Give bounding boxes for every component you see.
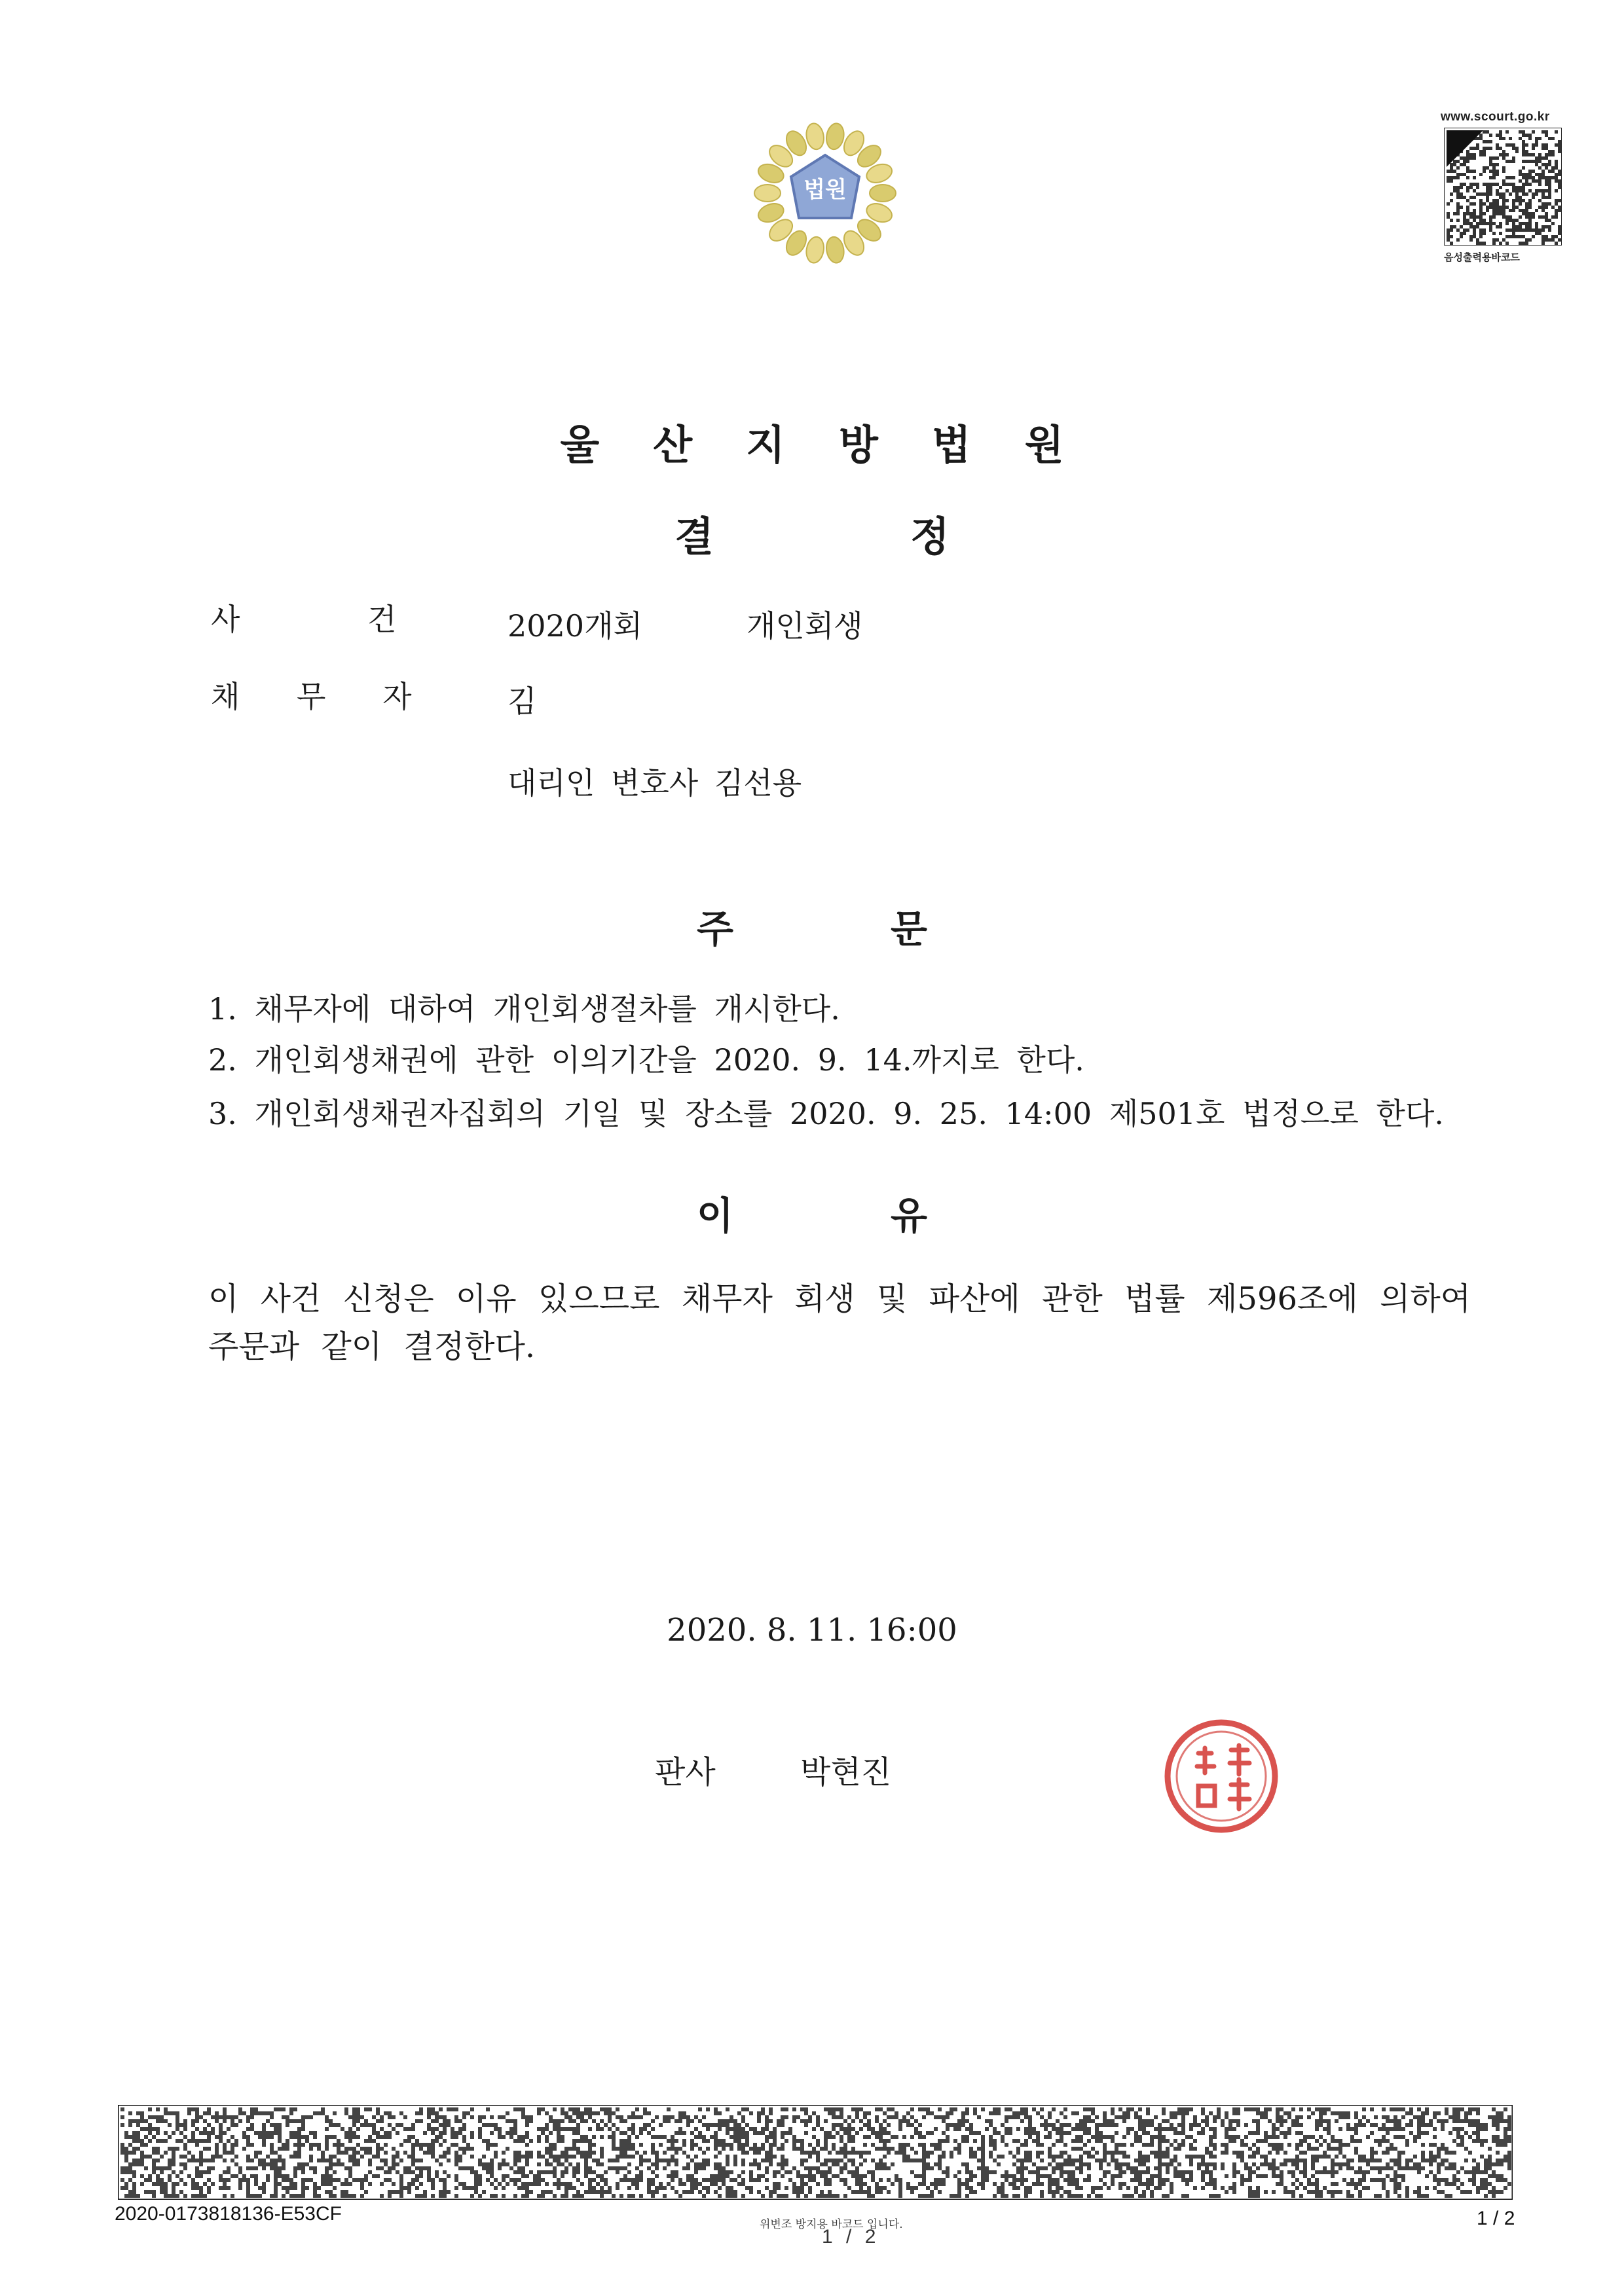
debtor-label: 채 무 자	[211, 679, 412, 714]
order-heading: 주문	[696, 907, 1085, 951]
document-title: 결정	[674, 513, 1146, 560]
anti-forgery-barcode-icon	[118, 2105, 1513, 2200]
case-type: 개인회생	[747, 608, 863, 644]
court-name: 울산지방법원	[560, 421, 1118, 469]
case-number: 2020개회	[507, 608, 642, 644]
order-item-1: 1. 채무자에 대하여 개인회생절차를 개시한다.	[208, 991, 840, 1027]
judge-title: 판사	[655, 1754, 716, 1791]
decision-date: 2020. 8. 11. 16:00	[667, 1612, 957, 1649]
order-item-3: 3. 개인회생채권자집회의 기일 및 장소를 2020. 9. 25. 14:00 제501호 법정으로 한다.	[208, 1096, 1444, 1131]
court-emblem-icon	[747, 115, 904, 272]
qr-caption: 음성출력용바코드	[1444, 251, 1520, 263]
reason-heading: 이유	[696, 1194, 1085, 1238]
barcode-note: 위변조 방지용 바코드 입니다.	[760, 2218, 903, 2231]
emblem-text: 법원	[803, 177, 847, 203]
page-number-center: 1 / 2	[822, 2226, 880, 2248]
reason-line-2: 주문과 같이 결정한다.	[208, 1328, 536, 1365]
debtor-name: 김	[507, 683, 537, 719]
site-url: www.scourt.go.kr	[1441, 110, 1550, 124]
case-label: 사 건	[211, 602, 397, 637]
document-id: 2020-0173818136-E53CF	[115, 2203, 342, 2225]
debtor-agent: 대리인 변호사 김선용	[507, 765, 802, 801]
page-number-right: 1 / 2	[1477, 2208, 1515, 2229]
reason-line-1: 이 사건 신청은 이유 있으므로 채무자 회생 및 파산에 관한 법률 제596조에 의하여	[208, 1281, 1471, 1317]
judge-seal-icon	[1159, 1714, 1283, 1838]
qr-code-icon	[1444, 128, 1562, 246]
judge-name: 박현진	[800, 1754, 892, 1791]
order-item-2: 2. 개인회생채권에 관한 이의기간을 2020. 9. 14.까지로 한다.	[208, 1042, 1084, 1078]
